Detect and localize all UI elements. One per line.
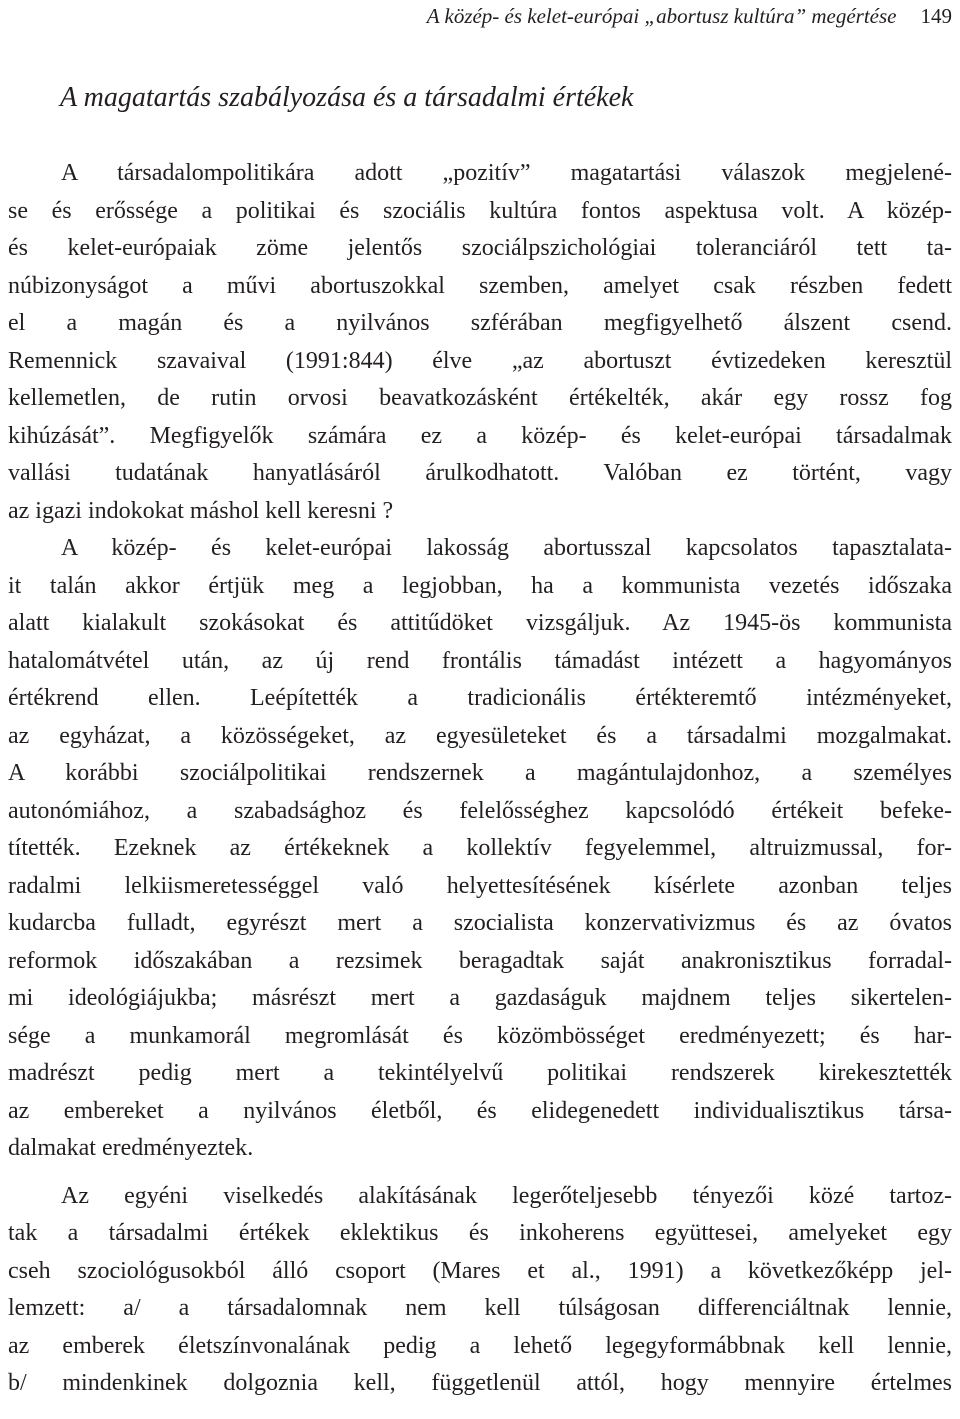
text-line: kudarcba fulladt, egyrészt mert a szocialista konzervativizmus és az óvatos (8, 910, 952, 936)
text-line: Remennick szavaival (1991:844) élve „az abortuszt évtizedeken keresztül (8, 347, 952, 374)
paragraph (8, 530, 952, 1168)
text-line: hatalomátvétel után, az új rend frontális támadást intézett a hagyományos (8, 647, 952, 674)
text-line: Az egyéni viselkedés alakításának legerőteljesebb tényezői közé tartoz- (61, 1182, 952, 1209)
text-line: kellemetlen, de rutin orvosi beavatkozásként értékelték, akár egy rossz fog (8, 385, 952, 411)
paragraph (8, 1178, 952, 1403)
text-line: it talán akkor értjük meg a legjobban, ha a kommunista vezetés időszaka (8, 572, 952, 599)
text-line: az embereket a nyilvános életből, és elidegenedett individualisztikus társa- (8, 1097, 952, 1124)
text-line: értékrend ellen. Leépítették a tradicionális értékteremtő intézményeket, (8, 685, 952, 711)
text-line: b/ mindenkinek dolgoznia kell, függetlenül attól, hogy mennyire értelmes (8, 1370, 952, 1396)
text-line: sége a munkamorál megromlását és közömbösséget eredményezett; és har- (8, 1022, 952, 1049)
text-line: cseh szociológusokból álló csoport (Mares et al., 1991) a következőképp jel- (8, 1257, 952, 1284)
text-line: lemzett: a/ a társadalomnak nem kell túlságosan differenciáltnak lennie, (8, 1295, 952, 1321)
text-line: és kelet-európaiak zöme jelentős szociálpszichológiai toleranciáról tett ta- (8, 235, 952, 261)
text-line: madrészt pedig mert a tekintélyelvű politikai rendszerek kirekesztették (8, 1060, 952, 1086)
section-title: A magatartás szabályozása és a társadalmi értékek (60, 82, 634, 113)
text-line: núbizonyságot a művi abortuszokkal szemben, amelyet csak részben fedett (8, 272, 952, 299)
body-text (8, 155, 952, 1403)
text-line: autonómiához, a szabadsághoz és felelősséghez kapcsolódó értékeit befeke- (8, 797, 952, 824)
text-line: az emberek életszínvonalának pedig a lehető legegyformábbnak kell lennie, (8, 1332, 952, 1359)
text-line: reformok időszakában a rezsimek beragadtak saját anakronisztikus forradal- (8, 947, 952, 974)
text-line: el a magán és a nyilvános szférában megfigyelhető álszent csend. (8, 310, 952, 336)
text-line: mi ideológiájukba; másrészt mert a gazdaságuk majdnem teljes sikertelen- (8, 985, 952, 1011)
running-head-title: A közép- és kelet-európai „abortusz kultúra” megértése (426, 4, 897, 28)
text-line: A társadalompolitikára adott „pozitív” magatartási válaszok megjelené- (61, 160, 952, 186)
text-line: A közép- és kelet-európai lakosság abortusszal kapcsolatos tapasztalata- (61, 535, 952, 561)
text-line: kihúzását”. Megfigyelők számára ez a közép- és kelet-európai társadalmak (8, 422, 952, 449)
text-line: az igazi indokokat máshol kell keresni ? (8, 497, 394, 524)
text-line: tak a társadalmi értékek eklektikus és inkoherens együttesei, amelyeket egy (8, 1220, 952, 1246)
text-line: se és erőssége a politikai és szociális kultúra fontos aspektusa volt. A közép- (8, 197, 952, 224)
text-line: az egyházat, a közösségeket, az egyesületeket és a társadalmi mozgalmakat. (8, 722, 952, 749)
text-line: vallási tudatának hanyatlásáról árulkodhatott. Valóban ez történt, vagy (8, 460, 952, 486)
text-line: alatt kialakult szokásokat és attitűdöket vizsgáljuk. Az 1945-ös kommunista (8, 610, 952, 636)
text-line: A korábbi szociálpolitikai rendszernek a magántulajdonhoz, a személyes (8, 760, 952, 786)
text-line: dalmakat eredményeztek. (8, 1135, 254, 1161)
page-number: 149 (920, 4, 952, 28)
text-line: títették. Ezeknek az értékeknek a kollektív fegyelemmel, altruizmussal, for- (8, 835, 952, 861)
paragraph (8, 155, 952, 530)
running-head (8, 0, 952, 32)
text-line: radalmi lelkiismeretességgel való helyettesítésének kísérlete azonban teljes (8, 872, 952, 899)
